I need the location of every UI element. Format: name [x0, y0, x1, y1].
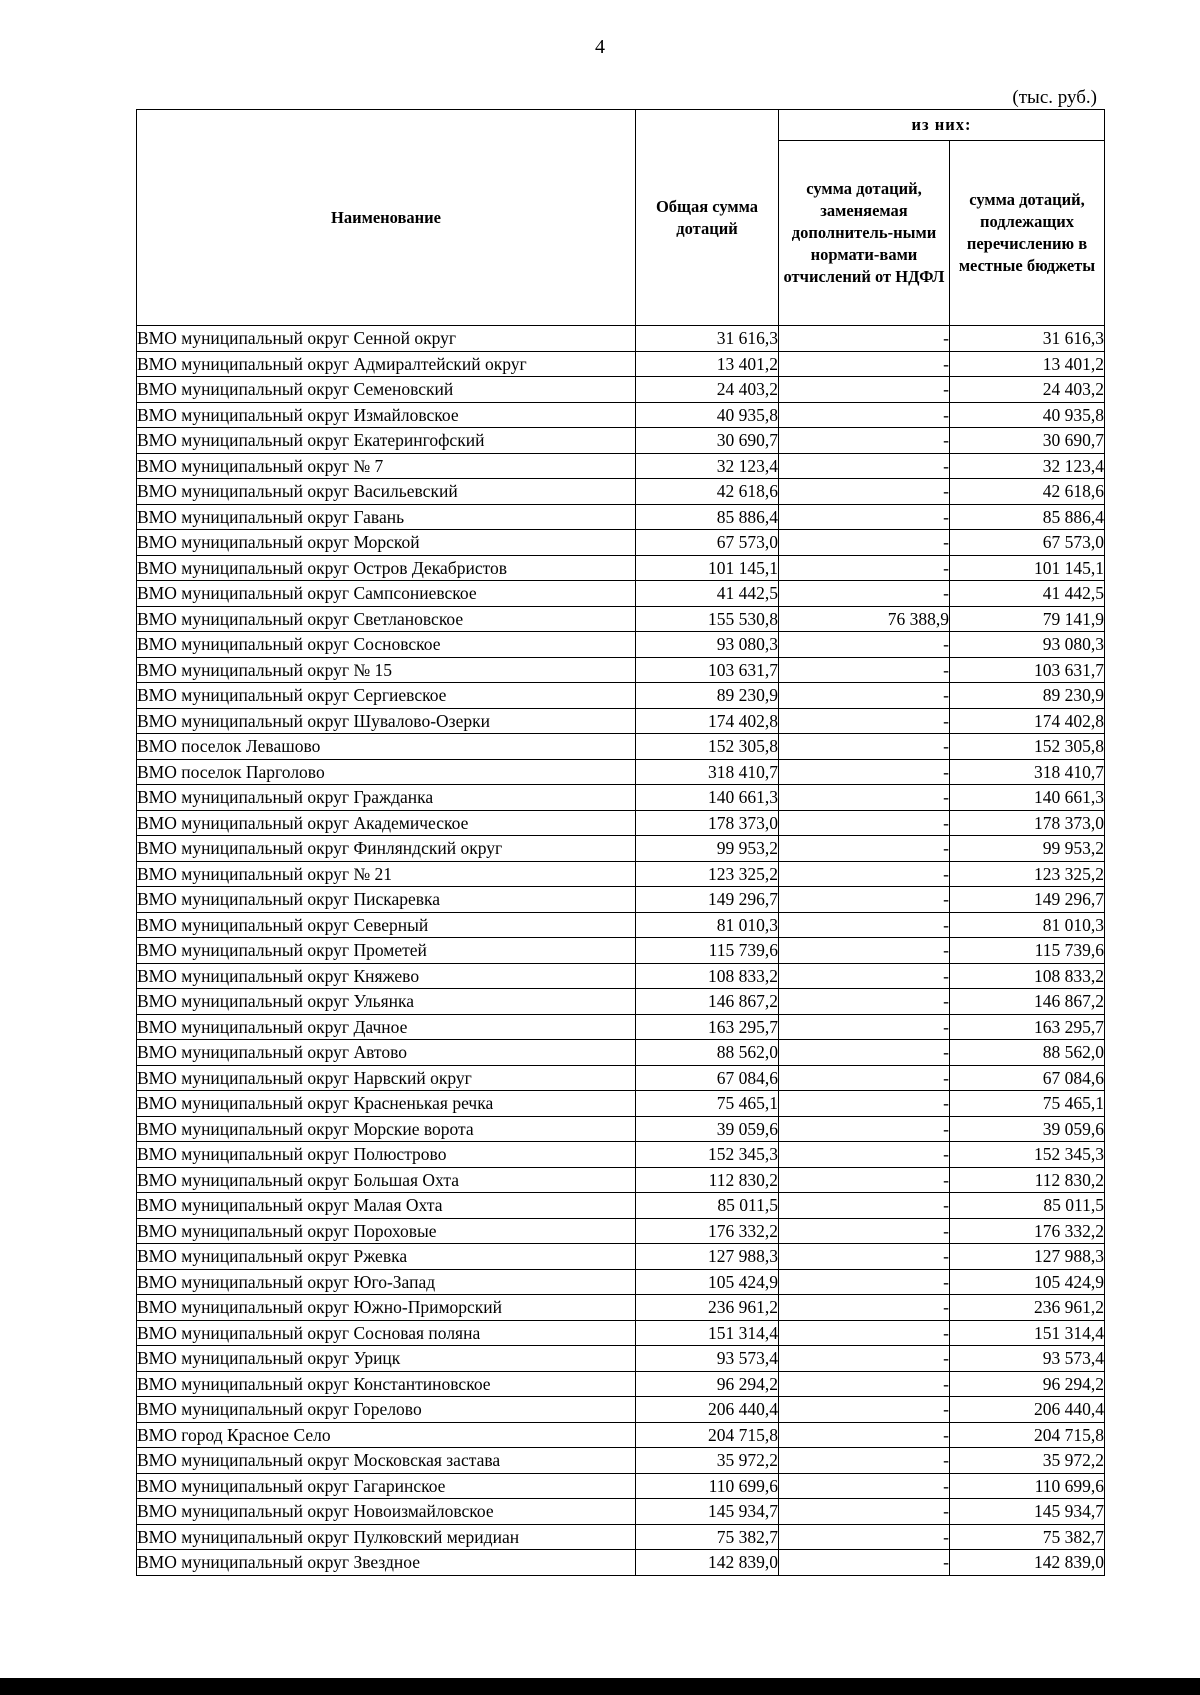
- scan-bottom-border: [0, 1678, 1200, 1695]
- cell-total: 176 332,2: [636, 1218, 779, 1244]
- cell-name: ВМО муниципальный округ Полюстрово: [137, 1142, 636, 1168]
- cell-total: 112 830,2: [636, 1167, 779, 1193]
- cell-name: ВМО муниципальный округ Дачное: [137, 1014, 636, 1040]
- cell-name: ВМО муниципальный округ Автово: [137, 1040, 636, 1066]
- cell-replaced: -: [779, 887, 950, 913]
- cell-name: ВМО муниципальный округ Сергиевское: [137, 683, 636, 709]
- table-row: [137, 912, 1105, 938]
- cell-total: 178 373,0: [636, 810, 779, 836]
- cell-replaced: -: [779, 402, 950, 428]
- cell-name: ВМО муниципальный округ Пулковский меридиан: [137, 1524, 636, 1550]
- cell-replaced: -: [779, 1295, 950, 1321]
- cell-replaced: -: [779, 351, 950, 377]
- table-row: [137, 759, 1105, 785]
- cell-replaced: -: [779, 1218, 950, 1244]
- units-label: (тыс. руб.): [1012, 87, 1097, 108]
- cell-name: ВМО муниципальный округ Екатерингофский: [137, 428, 636, 454]
- table-row: [137, 1346, 1105, 1372]
- page-number: 4: [595, 36, 605, 58]
- cell-transfer: 149 296,7: [950, 887, 1105, 913]
- cell-replaced: -: [779, 759, 950, 785]
- cell-transfer: 24 403,2: [950, 377, 1105, 403]
- cell-name: ВМО муниципальный округ № 15: [137, 657, 636, 683]
- cell-replaced: -: [779, 683, 950, 709]
- cell-replaced: -: [779, 1499, 950, 1525]
- header-of-which: из них:: [779, 110, 1105, 141]
- cell-transfer: 318 410,7: [950, 759, 1105, 785]
- cell-name: ВМО муниципальный округ Ульянка: [137, 989, 636, 1015]
- cell-total: 40 935,8: [636, 402, 779, 428]
- cell-transfer: 35 972,2: [950, 1448, 1105, 1474]
- cell-total: 152 345,3: [636, 1142, 779, 1168]
- cell-transfer: 142 839,0: [950, 1550, 1105, 1576]
- cell-total: 32 123,4: [636, 453, 779, 479]
- cell-transfer: 13 401,2: [950, 351, 1105, 377]
- cell-name: ВМО муниципальный округ Южно-Приморский: [137, 1295, 636, 1321]
- header-name: Наименование: [137, 110, 636, 326]
- cell-name: ВМО муниципальный округ Гавань: [137, 504, 636, 530]
- cell-transfer: 75 465,1: [950, 1091, 1105, 1117]
- cell-name: ВМО муниципальный округ Прометей: [137, 938, 636, 964]
- cell-replaced: -: [779, 1065, 950, 1091]
- cell-total: 127 988,3: [636, 1244, 779, 1270]
- cell-total: 93 080,3: [636, 632, 779, 658]
- cell-transfer: 42 618,6: [950, 479, 1105, 505]
- cell-total: 146 867,2: [636, 989, 779, 1015]
- table-row: [137, 1371, 1105, 1397]
- cell-transfer: 67 084,6: [950, 1065, 1105, 1091]
- cell-transfer: 178 373,0: [950, 810, 1105, 836]
- cell-replaced: 76 388,9: [779, 606, 950, 632]
- cell-total: 81 010,3: [636, 912, 779, 938]
- cell-name: ВМО муниципальный округ Новоизмайловское: [137, 1499, 636, 1525]
- cell-transfer: 93 573,4: [950, 1346, 1105, 1372]
- table-header: [137, 110, 1105, 326]
- table-row: [137, 785, 1105, 811]
- cell-total: 99 953,2: [636, 836, 779, 862]
- table-row: [137, 734, 1105, 760]
- cell-replaced: -: [779, 1550, 950, 1576]
- table-row: [137, 453, 1105, 479]
- cell-total: 163 295,7: [636, 1014, 779, 1040]
- cell-total: 13 401,2: [636, 351, 779, 377]
- cell-name: ВМО муниципальный округ Морские ворота: [137, 1116, 636, 1142]
- cell-transfer: 236 961,2: [950, 1295, 1105, 1321]
- cell-total: 204 715,8: [636, 1422, 779, 1448]
- cell-transfer: 127 988,3: [950, 1244, 1105, 1270]
- cell-transfer: 163 295,7: [950, 1014, 1105, 1040]
- cell-transfer: 32 123,4: [950, 453, 1105, 479]
- table-row: [137, 581, 1105, 607]
- table-row: [137, 963, 1105, 989]
- table-row: [137, 1473, 1105, 1499]
- cell-replaced: -: [779, 989, 950, 1015]
- table-row: [137, 1193, 1105, 1219]
- cell-total: 39 059,6: [636, 1116, 779, 1142]
- table-row: [137, 1397, 1105, 1423]
- cell-total: 140 661,3: [636, 785, 779, 811]
- table-row: [137, 1040, 1105, 1066]
- cell-transfer: 30 690,7: [950, 428, 1105, 454]
- cell-replaced: -: [779, 555, 950, 581]
- cell-total: 67 084,6: [636, 1065, 779, 1091]
- table-row: [137, 402, 1105, 428]
- table-row: [137, 606, 1105, 632]
- cell-replaced: -: [779, 963, 950, 989]
- cell-replaced: -: [779, 861, 950, 887]
- cell-total: 152 305,8: [636, 734, 779, 760]
- cell-transfer: 108 833,2: [950, 963, 1105, 989]
- table-row: [137, 938, 1105, 964]
- cell-total: 35 972,2: [636, 1448, 779, 1474]
- cell-total: 145 934,7: [636, 1499, 779, 1525]
- table-row: [137, 683, 1105, 709]
- cell-total: 75 465,1: [636, 1091, 779, 1117]
- table-row: [137, 1295, 1105, 1321]
- cell-name: ВМО муниципальный округ Северный: [137, 912, 636, 938]
- cell-name: ВМО муниципальный округ Сосновая поляна: [137, 1320, 636, 1346]
- cell-name: ВМО муниципальный округ Московская застава: [137, 1448, 636, 1474]
- cell-name: ВМО муниципальный округ Большая Охта: [137, 1167, 636, 1193]
- cell-transfer: 115 739,6: [950, 938, 1105, 964]
- cell-transfer: 112 830,2: [950, 1167, 1105, 1193]
- cell-transfer: 101 145,1: [950, 555, 1105, 581]
- table-row: [137, 1524, 1105, 1550]
- cell-transfer: 96 294,2: [950, 1371, 1105, 1397]
- cell-replaced: -: [779, 377, 950, 403]
- cell-transfer: 39 059,6: [950, 1116, 1105, 1142]
- table-row: [137, 1167, 1105, 1193]
- cell-total: 93 573,4: [636, 1346, 779, 1372]
- cell-total: 155 530,8: [636, 606, 779, 632]
- table-row: [137, 1320, 1105, 1346]
- cell-name: ВМО муниципальный округ Гражданка: [137, 785, 636, 811]
- cell-name: ВМО муниципальный округ Академическое: [137, 810, 636, 836]
- cell-replaced: -: [779, 479, 950, 505]
- cell-replaced: -: [779, 428, 950, 454]
- cell-total: 96 294,2: [636, 1371, 779, 1397]
- cell-replaced: -: [779, 1142, 950, 1168]
- cell-replaced: -: [779, 1116, 950, 1142]
- cell-total: 88 562,0: [636, 1040, 779, 1066]
- cell-name: ВМО муниципальный округ Пискаревка: [137, 887, 636, 913]
- cell-total: 67 573,0: [636, 530, 779, 556]
- cell-transfer: 204 715,8: [950, 1422, 1105, 1448]
- cell-replaced: -: [779, 1422, 950, 1448]
- cell-replaced: -: [779, 453, 950, 479]
- cell-transfer: 145 934,7: [950, 1499, 1105, 1525]
- cell-total: 108 833,2: [636, 963, 779, 989]
- table-row: [137, 1499, 1105, 1525]
- cell-transfer: 152 345,3: [950, 1142, 1105, 1168]
- cell-transfer: 67 573,0: [950, 530, 1105, 556]
- cell-name: ВМО поселок Парголово: [137, 759, 636, 785]
- cell-transfer: 151 314,4: [950, 1320, 1105, 1346]
- cell-total: 85 886,4: [636, 504, 779, 530]
- cell-total: 75 382,7: [636, 1524, 779, 1550]
- cell-transfer: 146 867,2: [950, 989, 1105, 1015]
- cell-replaced: -: [779, 581, 950, 607]
- cell-name: ВМО поселок Левашово: [137, 734, 636, 760]
- cell-total: 123 325,2: [636, 861, 779, 887]
- table-row: [137, 708, 1105, 734]
- table-row: [137, 1422, 1105, 1448]
- cell-replaced: -: [779, 1193, 950, 1219]
- cell-name: ВМО муниципальный округ Адмиралтейский округ: [137, 351, 636, 377]
- cell-name: ВМО муниципальный округ Гагаринское: [137, 1473, 636, 1499]
- cell-transfer: 40 935,8: [950, 402, 1105, 428]
- table-row: [137, 989, 1105, 1015]
- cell-total: 142 839,0: [636, 1550, 779, 1576]
- cell-transfer: 89 230,9: [950, 683, 1105, 709]
- header-transfer: сумма дотаций, подлежащих перечислению в местные бюджеты: [950, 141, 1105, 326]
- cell-transfer: 41 442,5: [950, 581, 1105, 607]
- cell-transfer: 123 325,2: [950, 861, 1105, 887]
- cell-replaced: -: [779, 657, 950, 683]
- cell-total: 318 410,7: [636, 759, 779, 785]
- table-row: [137, 887, 1105, 913]
- cell-name: ВМО муниципальный округ Нарвский округ: [137, 1065, 636, 1091]
- cell-replaced: -: [779, 938, 950, 964]
- cell-replaced: -: [779, 326, 950, 352]
- cell-transfer: 85 886,4: [950, 504, 1105, 530]
- cell-name: ВМО муниципальный округ Пороховые: [137, 1218, 636, 1244]
- cell-total: 89 230,9: [636, 683, 779, 709]
- cell-name: ВМО муниципальный округ Остров Декабристов: [137, 555, 636, 581]
- table-row: [137, 1448, 1105, 1474]
- cell-replaced: -: [779, 1448, 950, 1474]
- cell-transfer: 79 141,9: [950, 606, 1105, 632]
- cell-replaced: -: [779, 1269, 950, 1295]
- header-replaced: сумма дотаций, заменяемая дополнитель-ными нормати-вами отчислений от НДФЛ: [779, 141, 950, 326]
- table-row: [137, 1218, 1105, 1244]
- cell-name: ВМО муниципальный округ Юго-Запад: [137, 1269, 636, 1295]
- table-row: [137, 530, 1105, 556]
- cell-replaced: -: [779, 1473, 950, 1499]
- table-row: [137, 1269, 1105, 1295]
- table-row: [137, 479, 1105, 505]
- table-row: [137, 632, 1105, 658]
- table-row: [137, 1091, 1105, 1117]
- table-row: [137, 1116, 1105, 1142]
- table-row: [137, 810, 1105, 836]
- cell-name: ВМО муниципальный округ Константиновское: [137, 1371, 636, 1397]
- cell-replaced: -: [779, 504, 950, 530]
- cell-transfer: 152 305,8: [950, 734, 1105, 760]
- cell-name: ВМО город Красное Село: [137, 1422, 636, 1448]
- table-row: [137, 861, 1105, 887]
- cell-name: ВМО муниципальный округ № 7: [137, 453, 636, 479]
- cell-total: 30 690,7: [636, 428, 779, 454]
- cell-name: ВМО муниципальный округ Финляндский округ: [137, 836, 636, 862]
- cell-transfer: 103 631,7: [950, 657, 1105, 683]
- cell-name: ВМО муниципальный округ Васильевский: [137, 479, 636, 505]
- cell-replaced: -: [779, 810, 950, 836]
- table-row: [137, 428, 1105, 454]
- cell-name: ВМО муниципальный округ № 21: [137, 861, 636, 887]
- cell-replaced: -: [779, 1371, 950, 1397]
- cell-name: ВМО муниципальный округ Светлановское: [137, 606, 636, 632]
- cell-replaced: -: [779, 632, 950, 658]
- table-body: [137, 326, 1105, 1576]
- cell-replaced: -: [779, 912, 950, 938]
- cell-total: 236 961,2: [636, 1295, 779, 1321]
- cell-name: ВМО муниципальный округ Ржевка: [137, 1244, 636, 1270]
- cell-replaced: -: [779, 1320, 950, 1346]
- cell-total: 101 145,1: [636, 555, 779, 581]
- table-row: [137, 1065, 1105, 1091]
- cell-transfer: 176 332,2: [950, 1218, 1105, 1244]
- cell-name: ВМО муниципальный округ Малая Охта: [137, 1193, 636, 1219]
- cell-transfer: 81 010,3: [950, 912, 1105, 938]
- header-total: Общая сумма дотаций: [636, 110, 779, 326]
- cell-total: 103 631,7: [636, 657, 779, 683]
- table-row: [137, 377, 1105, 403]
- cell-total: 105 424,9: [636, 1269, 779, 1295]
- cell-name: ВМО муниципальный округ Звездное: [137, 1550, 636, 1576]
- table-row: [137, 1014, 1105, 1040]
- table-row: [137, 1142, 1105, 1168]
- table-row: [137, 326, 1105, 352]
- cell-transfer: 75 382,7: [950, 1524, 1105, 1550]
- cell-transfer: 174 402,8: [950, 708, 1105, 734]
- table-row: [137, 555, 1105, 581]
- cell-total: 31 616,3: [636, 326, 779, 352]
- cell-transfer: 31 616,3: [950, 326, 1105, 352]
- cell-replaced: -: [779, 1397, 950, 1423]
- cell-name: ВМО муниципальный округ Урицк: [137, 1346, 636, 1372]
- table-row: [137, 1550, 1105, 1576]
- subsidy-table: [136, 109, 1105, 1576]
- cell-name: ВМО муниципальный округ Сосновское: [137, 632, 636, 658]
- cell-replaced: -: [779, 1091, 950, 1117]
- cell-replaced: -: [779, 1014, 950, 1040]
- cell-transfer: 110 699,6: [950, 1473, 1105, 1499]
- cell-name: ВМО муниципальный округ Княжево: [137, 963, 636, 989]
- cell-transfer: 99 953,2: [950, 836, 1105, 862]
- cell-total: 24 403,2: [636, 377, 779, 403]
- table-row: [137, 1244, 1105, 1270]
- cell-replaced: -: [779, 1346, 950, 1372]
- cell-name: ВМО муниципальный округ Сампсониевское: [137, 581, 636, 607]
- cell-total: 110 699,6: [636, 1473, 779, 1499]
- cell-total: 149 296,7: [636, 887, 779, 913]
- cell-name: ВМО муниципальный округ Сенной округ: [137, 326, 636, 352]
- table-row: [137, 657, 1105, 683]
- cell-transfer: 85 011,5: [950, 1193, 1105, 1219]
- cell-total: 151 314,4: [636, 1320, 779, 1346]
- cell-transfer: 88 562,0: [950, 1040, 1105, 1066]
- cell-total: 174 402,8: [636, 708, 779, 734]
- cell-replaced: -: [779, 708, 950, 734]
- cell-replaced: -: [779, 1167, 950, 1193]
- cell-name: ВМО муниципальный округ Морской: [137, 530, 636, 556]
- cell-transfer: 93 080,3: [950, 632, 1105, 658]
- cell-name: ВМО муниципальный округ Горелово: [137, 1397, 636, 1423]
- cell-name: ВМО муниципальный округ Красненькая речка: [137, 1091, 636, 1117]
- cell-replaced: -: [779, 785, 950, 811]
- cell-replaced: -: [779, 1040, 950, 1066]
- cell-total: 85 011,5: [636, 1193, 779, 1219]
- cell-transfer: 140 661,3: [950, 785, 1105, 811]
- cell-name: ВМО муниципальный округ Шувалово-Озерки: [137, 708, 636, 734]
- table-row: [137, 351, 1105, 377]
- cell-name: ВМО муниципальный округ Семеновский: [137, 377, 636, 403]
- cell-replaced: -: [779, 836, 950, 862]
- cell-replaced: -: [779, 1244, 950, 1270]
- cell-total: 42 618,6: [636, 479, 779, 505]
- table-row: [137, 504, 1105, 530]
- cell-replaced: -: [779, 530, 950, 556]
- cell-transfer: 206 440,4: [950, 1397, 1105, 1423]
- cell-name: ВМО муниципальный округ Измайловское: [137, 402, 636, 428]
- cell-total: 206 440,4: [636, 1397, 779, 1423]
- cell-total: 115 739,6: [636, 938, 779, 964]
- cell-replaced: -: [779, 1524, 950, 1550]
- cell-transfer: 105 424,9: [950, 1269, 1105, 1295]
- cell-total: 41 442,5: [636, 581, 779, 607]
- table-row: [137, 836, 1105, 862]
- cell-replaced: -: [779, 734, 950, 760]
